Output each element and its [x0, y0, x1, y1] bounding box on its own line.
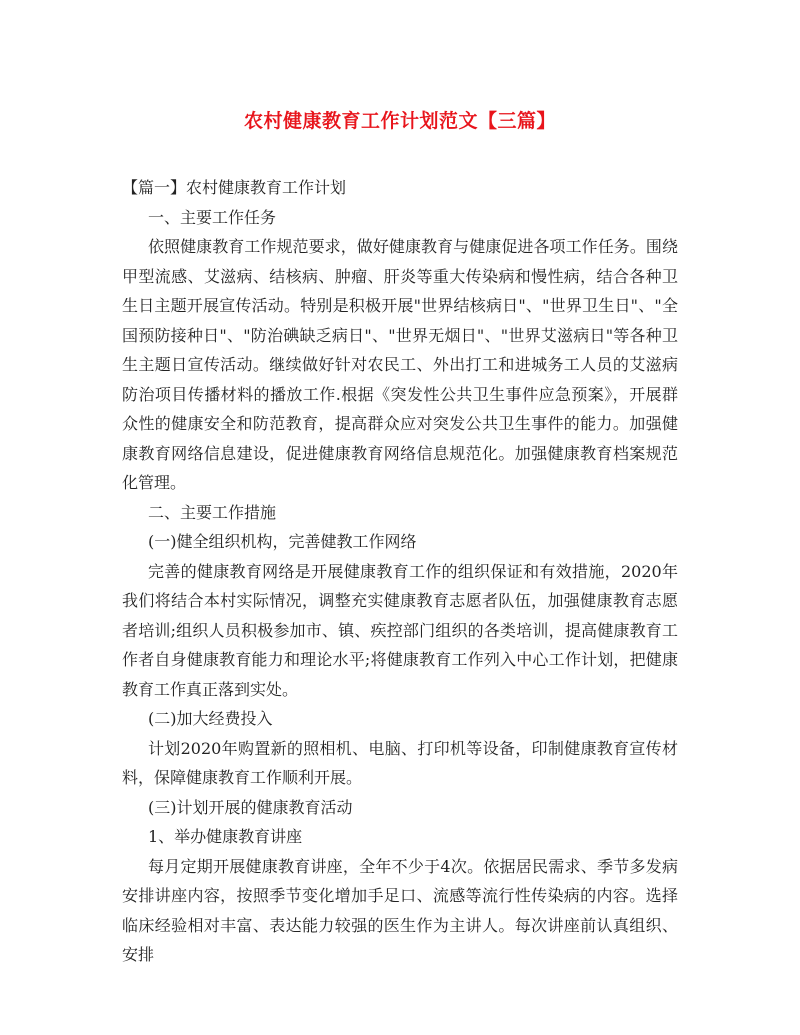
part-heading: 【篇一】农村健康教育工作计划	[122, 178, 347, 197]
subsection-heading-activities: (三)计划开展的健康教育活动	[148, 797, 353, 817]
paragraph-funding: 计划2020年购置新的照相机、电脑、打印机等设备，印制健康教育宣传材料，保障健康教育工作顺利开展。	[122, 738, 678, 787]
paragraph-tasks: 依照健康教育工作规范要求，做好健康教育与健康促进各项工作任务。围绕甲型流感、艾滋病、结核病、肿瘤、肝炎等重大传染病和慢性病，结合各种卫生日主题开展宣传活动。特别是积极开展"世界结核病日"、"世界卫生日"、"全国预防接种日"、"防治碘缺乏病日"、"世界无烟日"、"世界艾滋病日"等各种卫生主题日宣传活动。继续做好针对农民工、外出打工和进城务工人员的艾滋病防治项目传播材料的播放工作.根据《突发性公共卫生事件应急预案》，开展群众性的健康安全和防范教育，提高群众应对突发公共卫生事件的能力。加强健康教育网络信息建设，促进健康教育网络信息规范化。加强健康教育档案规范化管理。	[122, 237, 678, 492]
item-heading-lectures: 1、举办健康教育讲座	[148, 827, 303, 846]
document-title: 农村健康教育工作计划范文【三篇】	[243, 110, 556, 132]
subsection-heading-funding: (二)加大经费投入	[148, 709, 273, 728]
paragraph-lectures: 每月定期开展健康教育讲座，全年不少于4次。依据居民需求、季节多发病安排讲座内容，按照季节变化增加手足口、流感等流行性传染病的内容。选择临床经验相对丰富、表达能力较强的医生作为主讲人。每次讲座前认真组织、安排	[122, 856, 678, 964]
section-heading-measures: 二、主要工作措施	[148, 502, 277, 522]
document-body	[122, 173, 678, 970]
subsection-heading-organization: (一)健全组织机构，完善健教工作网络	[148, 532, 417, 551]
section-heading-tasks: 一、主要工作任务	[148, 207, 277, 227]
paragraph-organization: 完善的健康教育网络是开展健康教育工作的组织保证和有效措施，2020年我们将结合本村实际情况，调整充实健康教育志愿者队伍，加强健康教育志愿者培训;组织人员积极参加市、镇、疾控部门组织的各类培训，提高健康教育工作者自身健康教育能力和理论水平;将健康教育工作列入中心工作计划，把健康教育工作真正落到实处。	[122, 561, 678, 699]
